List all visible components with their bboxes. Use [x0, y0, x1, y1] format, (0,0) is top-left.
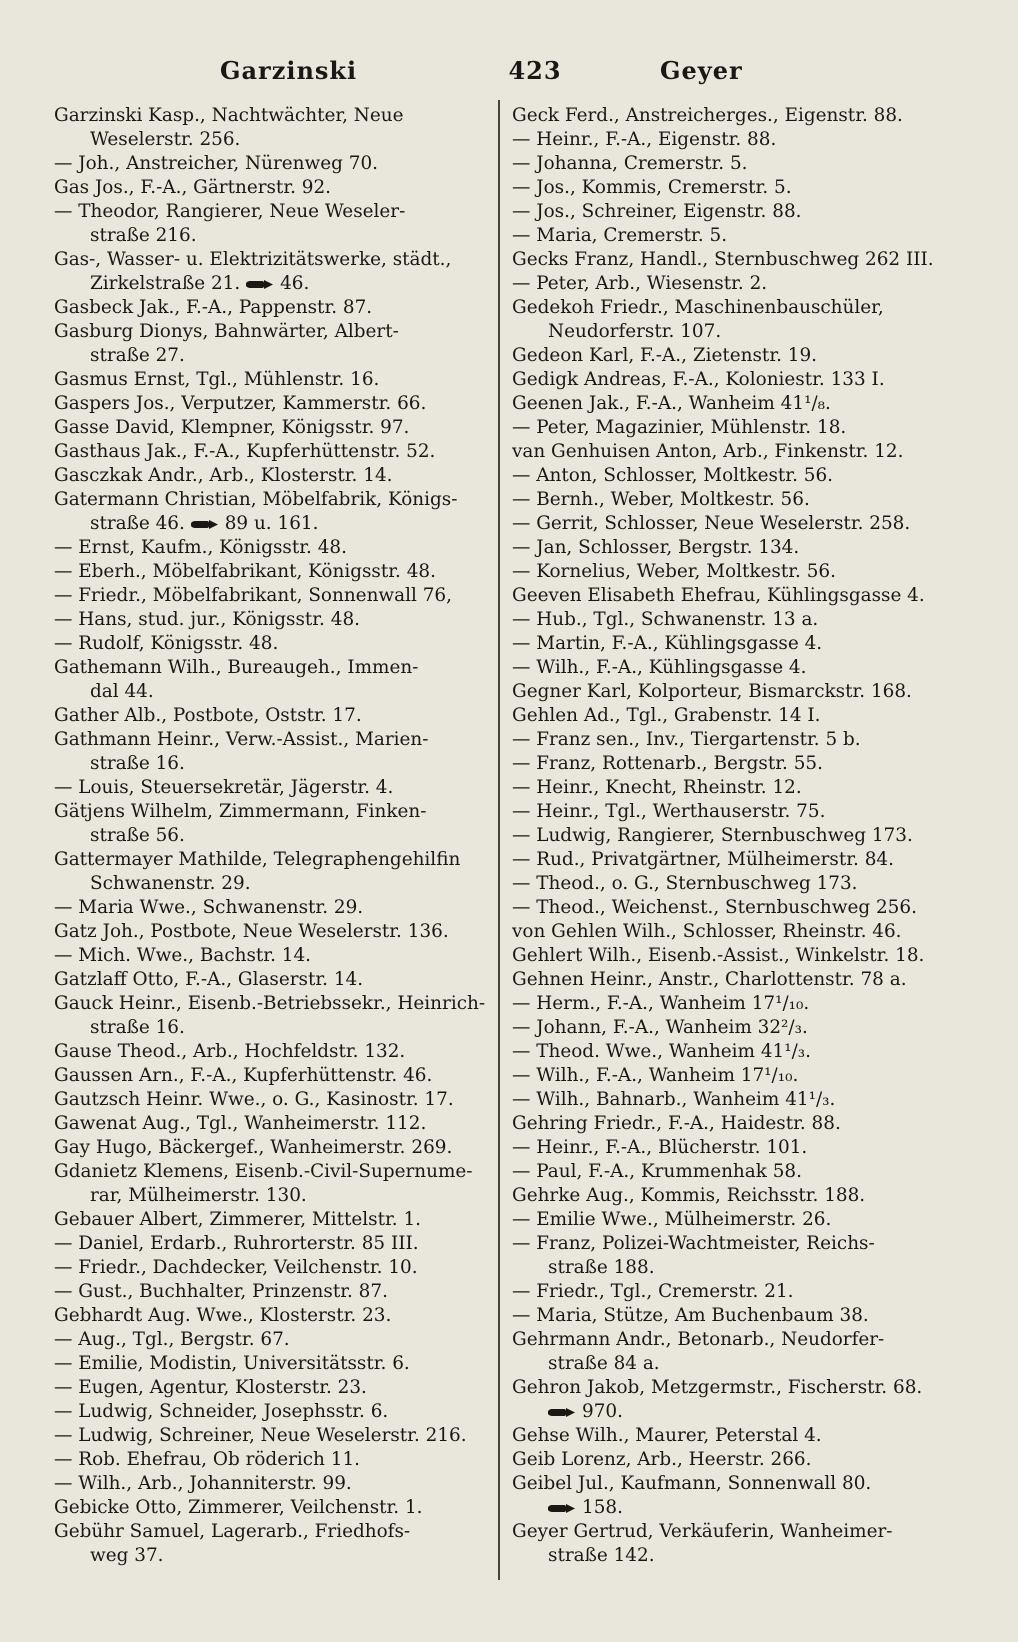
directory-entry-continuation [512, 320, 952, 344]
entry-text: straße 16. [90, 753, 185, 774]
entry-text: — Theodor, Rangierer, Neue Weseler- [54, 201, 406, 222]
entry-text: — Peter, Magazinier, Mühlenstr. 18. [512, 417, 847, 438]
entry-text: — Daniel, Erdarb., Ruhrorterstr. 85 III. [54, 1233, 419, 1254]
directory-entry [512, 296, 952, 320]
entry-text: — Theod., o. G., Sternbuschweg 173. [512, 873, 858, 894]
directory-entry [54, 536, 484, 560]
directory-entry [512, 560, 952, 584]
right-column [512, 104, 952, 1568]
directory-entry [512, 344, 952, 368]
directory-entry [512, 224, 952, 248]
entry-text: straße 16. [90, 1017, 185, 1038]
entry-text: Gedeon Karl, F.-A., Zietenstr. 19. [512, 345, 818, 366]
directory-entry [54, 1304, 484, 1328]
phone-number: 89 u. 161. [224, 513, 319, 534]
entry-text: — Hub., Tgl., Schwanenstr. 13 a. [512, 609, 819, 630]
directory-entry [54, 320, 484, 344]
entry-text: — Aug., Tgl., Bergstr. 67. [54, 1329, 290, 1350]
directory-entry [54, 560, 484, 584]
directory-entry [54, 176, 484, 200]
directory-entry [54, 392, 484, 416]
directory-entry-continuation [54, 512, 484, 536]
directory-entry [54, 1232, 484, 1256]
entry-text: van Genhuisen Anton, Arb., Finkenstr. 12. [512, 441, 904, 462]
entry-text: — Franz, Rottenarb., Bergstr. 55. [512, 753, 823, 774]
entry-text: Gebauer Albert, Zimmerer, Mittelstr. 1. [54, 1209, 422, 1230]
entry-text: — Wilh., F.-A., Wanheim 17¹/₁₀. [512, 1065, 799, 1086]
directory-entry [512, 1232, 952, 1256]
entry-text: — Eberh., Möbelfabrikant, Königsstr. 48. [54, 561, 436, 582]
directory-entry [54, 992, 484, 1016]
directory-entry [54, 1088, 484, 1112]
directory-entry [512, 1160, 952, 1184]
directory-entry [512, 536, 952, 560]
entry-text: — Wilh., Bahnarb., Wanheim 41¹/₃. [512, 1089, 836, 1110]
directory-entry [512, 1376, 952, 1400]
directory-entry [54, 1328, 484, 1352]
directory-entry [512, 392, 952, 416]
entry-text: — Ludwig, Schneider, Josephsstr. 6. [54, 1401, 389, 1422]
directory-entry [54, 1496, 484, 1520]
entry-text: — Maria, Stütze, Am Buchenbaum 38. [512, 1305, 869, 1326]
directory-entry [54, 800, 484, 824]
entry-text: — Wilh., F.-A., Kühlingsgasse 4. [512, 657, 807, 678]
entry-text: Gehring Friedr., F.-A., Haidestr. 88. [512, 1113, 841, 1134]
directory-entry [54, 488, 484, 512]
entry-text: — Louis, Steuersekretär, Jägerstr. 4. [54, 777, 394, 798]
entry-text: Geeven Elisabeth Ehefrau, Kühlingsgasse 4. [512, 585, 925, 606]
directory-entry [54, 704, 484, 728]
entry-text: Gatz Joh., Postbote, Neue Weselerstr. 136. [54, 921, 449, 942]
entry-text: straße 216. [90, 225, 197, 246]
directory-entry [54, 1160, 484, 1184]
entry-text: — Franz, Polizei-Wachtmeister, Reichs- [512, 1233, 875, 1254]
directory-entry [512, 152, 952, 176]
entry-text: straße 84 a. [548, 1353, 660, 1374]
directory-entry [512, 440, 952, 464]
directory-entry [512, 416, 952, 440]
directory-entry-continuation [54, 1016, 484, 1040]
directory-entry [54, 248, 484, 272]
entry-text: — Ludwig, Schreiner, Neue Weselerstr. 216. [54, 1425, 467, 1446]
directory-entry [54, 1448, 484, 1472]
entry-text: — Friedr., Möbelfabrikant, Sonnenwall 76, [54, 585, 452, 606]
directory-entry [512, 488, 952, 512]
directory-entry [512, 1088, 952, 1112]
directory-entry [512, 176, 952, 200]
entry-text: Geyer Gertrud, Verkäuferin, Wanheimer- [512, 1521, 893, 1542]
directory-entry [54, 152, 484, 176]
directory-entry [512, 728, 952, 752]
entry-text: — Wilh., Arb., Johanniterstr. 99. [54, 1473, 352, 1494]
entry-text: Gedigk Andreas, F.-A., Koloniestr. 133 I. [512, 369, 885, 390]
directory-entry [512, 1064, 952, 1088]
directory-entry [512, 1520, 952, 1544]
directory-entry [512, 752, 952, 776]
page-header [50, 56, 970, 96]
entry-text: — Franz sen., Inv., Tiergartenstr. 5 b. [512, 729, 861, 750]
entry-text: — Maria Wwe., Schwanenstr. 29. [54, 897, 364, 918]
entry-text: Gasburg Dionys, Bahnwärter, Albert- [54, 321, 399, 342]
entry-text: Gawenat Aug., Tgl., Wanheimerstr. 112. [54, 1113, 427, 1134]
directory-entry-continuation [54, 1544, 484, 1568]
entry-text: — Rob. Ehefrau, Ob röderich 11. [54, 1449, 360, 1470]
entry-text: Gehse Wilh., Maurer, Peterstal 4. [512, 1425, 822, 1446]
directory-entry-continuation [54, 1184, 484, 1208]
entry-text: Zirkelstraße 21. [90, 273, 241, 294]
directory-entry [54, 632, 484, 656]
entry-text: — Bernh., Weber, Moltkestr. 56. [512, 489, 810, 510]
directory-entry [54, 608, 484, 632]
directory-entry [54, 104, 484, 128]
directory-entry [54, 200, 484, 224]
entry-text: Gebhardt Aug. Wwe., Klosterstr. 23. [54, 1305, 392, 1326]
directory-entry [54, 656, 484, 680]
entry-text: — Ludwig, Rangierer, Sternbuschweg 173. [512, 825, 913, 846]
entry-text: straße 27. [90, 345, 185, 366]
directory-entry [512, 680, 952, 704]
entry-text: — Johanna, Cremerstr. 5. [512, 153, 748, 174]
directory-entry-continuation [54, 752, 484, 776]
entry-text: Gatermann Christian, Möbelfabrik, Königs- [54, 489, 458, 510]
entry-text: Gathmann Heinr., Verw.-Assist., Marien- [54, 729, 429, 750]
directory-entry [54, 464, 484, 488]
entry-text: weg 37. [90, 1545, 164, 1566]
entry-text: Gas Jos., F.-A., Gärtnerstr. 92. [54, 177, 332, 198]
directory-entry [512, 1448, 952, 1472]
directory-entry [512, 1112, 952, 1136]
directory-entry [512, 968, 952, 992]
entry-text: Geenen Jak., F.-A., Wanheim 41¹/₈. [512, 393, 831, 414]
entry-text: Gehlert Wilh., Eisenb.-Assist., Winkelstr. 18. [512, 945, 925, 966]
directory-entry [54, 1256, 484, 1280]
directory-entry [512, 272, 952, 296]
entry-text: — Hans, stud. jur., Königsstr. 48. [54, 609, 360, 630]
entry-text: — Johann, F.-A., Wanheim 32²/₃. [512, 1017, 808, 1038]
entry-text: Gegner Karl, Kolporteur, Bismarckstr. 168. [512, 681, 912, 702]
entry-text: Gasczkak Andr., Arb., Klosterstr. 14. [54, 465, 393, 486]
directory-entry [54, 1376, 484, 1400]
entry-text: — Theod., Weichenst., Sternbuschweg 256. [512, 897, 917, 918]
entry-text: Gay Hugo, Bäckergef., Wanheimerstr. 269. [54, 1137, 453, 1158]
entry-text: — Gerrit, Schlosser, Neue Weselerstr. 258. [512, 513, 911, 534]
entry-text: Gause Theod., Arb., Hochfeldstr. 132. [54, 1041, 406, 1062]
entry-text: — Mich. Wwe., Bachstr. 14. [54, 945, 312, 966]
directory-entry [54, 848, 484, 872]
directory-entry [512, 128, 952, 152]
directory-entry [512, 848, 952, 872]
header-right-keyword: Geyer [660, 56, 743, 85]
directory-entry-continuation [54, 344, 484, 368]
entry-text: Gehrke Aug., Kommis, Reichsstr. 188. [512, 1185, 866, 1206]
entry-text: straße 56. [90, 825, 185, 846]
directory-entry [512, 656, 952, 680]
directory-entry [54, 1280, 484, 1304]
entry-text: Geck Ferd., Anstreicherges., Eigenstr. 88. [512, 105, 903, 126]
directory-entry-continuation [54, 680, 484, 704]
directory-entry [512, 368, 952, 392]
entry-text: — Ernst, Kaufm., Königsstr. 48. [54, 537, 347, 558]
entry-text: Gebühr Samuel, Lagerarb., Friedhofs- [54, 1521, 411, 1542]
directory-entry [54, 1352, 484, 1376]
directory-entry [54, 1424, 484, 1448]
directory-entry [512, 1280, 952, 1304]
entry-text: — Heinr., F.-A., Blücherstr. 101. [512, 1137, 808, 1158]
entry-text: Gaussen Arn., F.-A., Kupferhüttenstr. 46. [54, 1065, 433, 1086]
directory-entry-phone-line [512, 1400, 952, 1424]
entry-text: Neudorferstr. 107. [548, 321, 722, 342]
directory-entry [512, 824, 952, 848]
left-column [54, 104, 484, 1568]
directory-entry [512, 1040, 952, 1064]
phone-number: 970. [582, 1401, 623, 1422]
directory-entry [512, 704, 952, 728]
directory-entry-continuation [54, 224, 484, 248]
entry-text: Gehrmann Andr., Betonarb., Neudorfer- [512, 1329, 885, 1350]
entry-text: — Friedr., Dachdecker, Veilchenstr. 10. [54, 1257, 418, 1278]
directory-entry [512, 872, 952, 896]
directory-entry [54, 1472, 484, 1496]
directory-entry [54, 416, 484, 440]
directory-entry [54, 944, 484, 968]
directory-entry [512, 1208, 952, 1232]
entry-text: Gauck Heinr., Eisenb.-Betriebssekr., Heinrich- [54, 993, 486, 1014]
entry-text: Gasthaus Jak., F.-A., Kupferhüttenstr. 52. [54, 441, 436, 462]
telephone-icon [548, 1406, 578, 1419]
directory-entry [54, 1040, 484, 1064]
directory-entry [512, 1424, 952, 1448]
entry-text: — Peter, Arb., Wiesenstr. 2. [512, 273, 768, 294]
directory-entry [54, 968, 484, 992]
directory-entry [54, 776, 484, 800]
entry-text: — Jan, Schlosser, Bergstr. 134. [512, 537, 800, 558]
directory-entry [512, 1328, 952, 1352]
entry-text: Gedekoh Friedr., Maschinenbauschüler, [512, 297, 884, 318]
entry-text: von Gehlen Wilh., Schlosser, Rheinstr. 46. [512, 921, 902, 942]
directory-entry [512, 920, 952, 944]
directory-entry [54, 368, 484, 392]
entry-text: — Gust., Buchhalter, Prinzenstr. 87. [54, 1281, 388, 1302]
directory-entry [512, 896, 952, 920]
directory-entry [54, 1208, 484, 1232]
directory-entry [512, 584, 952, 608]
entry-text: Gathemann Wilh., Bureaugeh., Immen- [54, 657, 419, 678]
entry-text: — Heinr., Tgl., Werthauserstr. 75. [512, 801, 826, 822]
directory-entry [54, 896, 484, 920]
entry-text: — Jos., Schreiner, Eigenstr. 88. [512, 201, 802, 222]
entry-text: rar, Mülheimerstr. 130. [90, 1185, 307, 1206]
directory-entry [54, 1400, 484, 1424]
directory-entry-phone-line [512, 1496, 952, 1520]
directory-entry [512, 248, 952, 272]
entry-text: Gatzlaff Otto, F.-A., Glaserstr. 14. [54, 969, 364, 990]
directory-entry [54, 584, 484, 608]
directory-entry [54, 1064, 484, 1088]
entry-text: Gätjens Wilhelm, Zimmermann, Finken- [54, 801, 427, 822]
entry-text: — Maria, Cremerstr. 5. [512, 225, 728, 246]
entry-text: — Friedr., Tgl., Cremerstr. 21. [512, 1281, 794, 1302]
telephone-icon [246, 278, 276, 291]
entry-text: Gecks Franz, Handl., Sternbuschweg 262 III. [512, 249, 934, 270]
entry-text: — Herm., F.-A., Wanheim 17¹/₁₀. [512, 993, 810, 1014]
header-left-keyword: Garzinski [220, 56, 358, 85]
entry-text: — Emilie, Modistin, Universitätsstr. 6. [54, 1353, 410, 1374]
entry-text: straße 188. [548, 1257, 655, 1278]
directory-entry [512, 1472, 952, 1496]
entry-text: Geib Lorenz, Arb., Heerstr. 266. [512, 1449, 812, 1470]
entry-text: — Paul, F.-A., Krummenhak 58. [512, 1161, 802, 1182]
directory-entry [512, 200, 952, 224]
entry-text: Gaspers Jos., Verputzer, Kammerstr. 66. [54, 393, 427, 414]
entry-text: Geibel Jul., Kaufmann, Sonnenwall 80. [512, 1473, 872, 1494]
directory-entry [512, 608, 952, 632]
entry-text: Gattermayer Mathilde, Telegraphengehilfin [54, 849, 461, 870]
entry-text: — Joh., Anstreicher, Nürenweg 70. [54, 153, 379, 174]
entry-text: — Rudolf, Königsstr. 48. [54, 633, 279, 654]
entry-text: Gebicke Otto, Zimmerer, Veilchenstr. 1. [54, 1497, 423, 1518]
entry-text: Gasmus Ernst, Tgl., Mühlenstr. 16. [54, 369, 380, 390]
directory-entry [512, 776, 952, 800]
entry-text: — Martin, F.-A., Kühlingsgasse 4. [512, 633, 823, 654]
entry-text: Gehnen Heinr., Anstr., Charlottenstr. 78 a. [512, 969, 907, 990]
entry-text: Gehron Jakob, Metzgermstr., Fischerstr. 68. [512, 1377, 923, 1398]
entry-text: — Anton, Schlosser, Moltkestr. 56. [512, 465, 834, 486]
directory-entry-continuation [54, 128, 484, 152]
directory-entry [512, 512, 952, 536]
entry-text: — Heinr., Knecht, Rheinstr. 12. [512, 777, 802, 798]
directory-entry [54, 296, 484, 320]
directory-entry [512, 1136, 952, 1160]
entry-text: Gehlen Ad., Tgl., Grabenstr. 14 I. [512, 705, 821, 726]
entry-text: Garzinski Kasp., Nachtwächter, Neue [54, 105, 404, 126]
phone-number: 46. [280, 273, 310, 294]
directory-entry [54, 920, 484, 944]
entry-text: Gather Alb., Postbote, Oststr. 17. [54, 705, 362, 726]
telephone-icon [191, 518, 221, 531]
directory-entry [54, 728, 484, 752]
entry-text: — Eugen, Agentur, Klosterstr. 23. [54, 1377, 367, 1398]
directory-entry [512, 1016, 952, 1040]
directory-entry-continuation [512, 1352, 952, 1376]
directory-entry [512, 1304, 952, 1328]
entry-text: dal 44. [90, 681, 154, 702]
directory-entry [512, 800, 952, 824]
directory-entry [54, 1520, 484, 1544]
telephone-icon [548, 1502, 578, 1515]
directory-entry-continuation [54, 872, 484, 896]
phone-number: 158. [582, 1497, 623, 1518]
directory-entry [512, 1184, 952, 1208]
entry-text: Weselerstr. 256. [90, 129, 241, 150]
entry-text: — Theod. Wwe., Wanheim 41¹/₃. [512, 1041, 812, 1062]
directory-entry [54, 1136, 484, 1160]
entry-text: — Emilie Wwe., Mülheimerstr. 26. [512, 1209, 832, 1230]
directory-entry-continuation [512, 1544, 952, 1568]
directory-entry [512, 992, 952, 1016]
entry-text: — Jos., Kommis, Cremerstr. 5. [512, 177, 792, 198]
page-number: 423 [508, 56, 562, 85]
entry-text: Gas-, Wasser- u. Elektrizitätswerke, städt., [54, 249, 452, 270]
column-divider [498, 100, 500, 1580]
directory-entry [512, 104, 952, 128]
entry-text: straße 142. [548, 1545, 655, 1566]
directory-entry [512, 464, 952, 488]
directory-entry [54, 440, 484, 464]
directory-entry [512, 944, 952, 968]
entry-text: Gasbeck Jak., F.-A., Pappenstr. 87. [54, 297, 373, 318]
entry-text: Schwanenstr. 29. [90, 873, 251, 894]
entry-text: — Heinr., F.-A., Eigenstr. 88. [512, 129, 777, 150]
directory-entry [512, 632, 952, 656]
entry-text: straße 46. [90, 513, 185, 534]
directory-entry-continuation [54, 824, 484, 848]
entry-text: Gautzsch Heinr. Wwe., o. G., Kasinostr. 17. [54, 1089, 454, 1110]
entry-text: Gasse David, Klempner, Königsstr. 97. [54, 417, 410, 438]
entry-text: — Kornelius, Weber, Moltkestr. 56. [512, 561, 836, 582]
directory-entry [54, 1112, 484, 1136]
directory-entry-continuation [512, 1256, 952, 1280]
directory-entry-continuation [54, 272, 484, 296]
entry-text: Gdanietz Klemens, Eisenb.-Civil-Supernume- [54, 1161, 473, 1182]
entry-text: — Rud., Privatgärtner, Mülheimerstr. 84. [512, 849, 894, 870]
